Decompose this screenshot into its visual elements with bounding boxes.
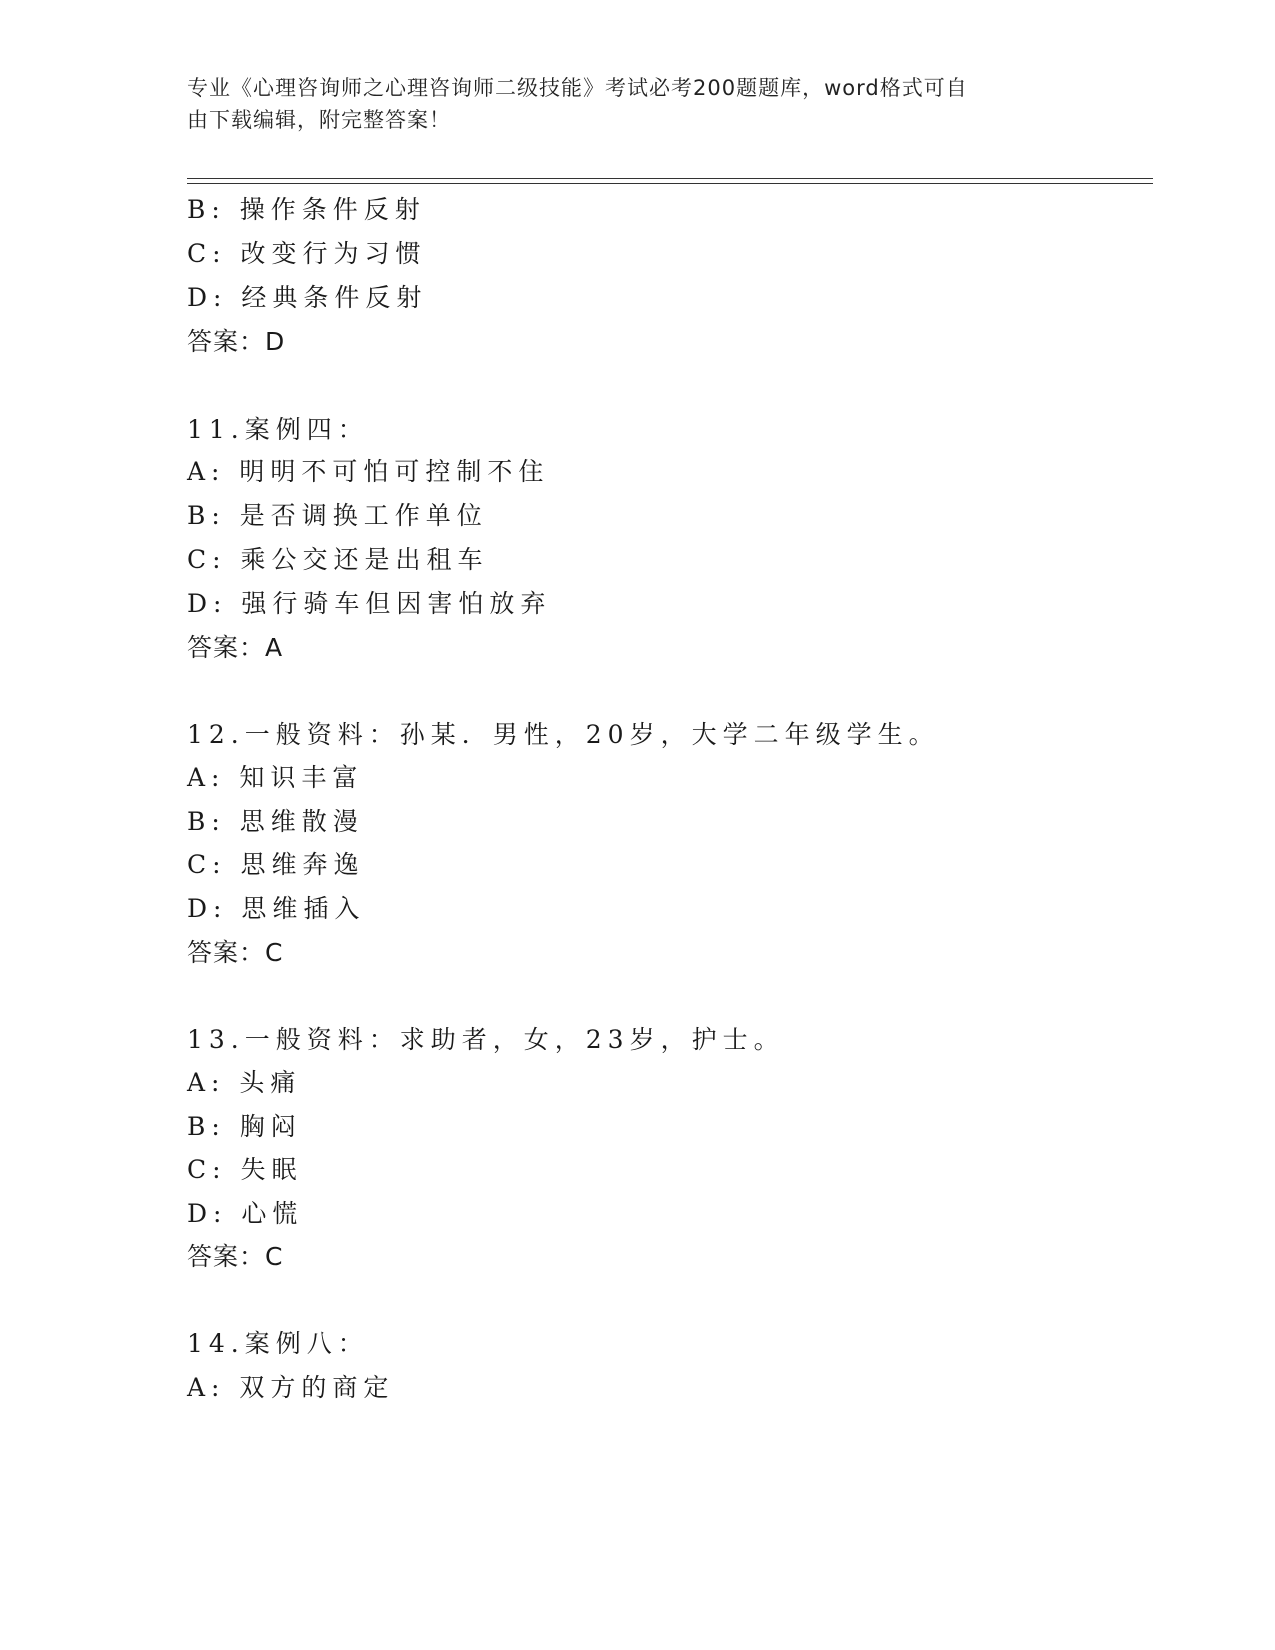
header-title-line-1: 专业《心理咨询师之心理咨询师二级技能》考试必考200题题库，word格式可自 (187, 76, 968, 100)
header-divider-top (187, 178, 1153, 179)
question-stem: 14.案例八： (187, 1329, 369, 1358)
answer-option: C: 失眠 (187, 1155, 303, 1184)
header-divider-bottom (187, 183, 1153, 184)
answer-option: B: 胸闷 (187, 1112, 302, 1141)
answer-option: A: 双方的商定 (187, 1373, 395, 1402)
answer-option: A: 头痛 (187, 1068, 302, 1097)
answer-option: D: 思维插入 (187, 894, 366, 923)
answer-option: D: 心慌 (187, 1199, 304, 1228)
answer-key: 答案：D (187, 327, 286, 356)
answer-option: A: 明明不可怕可控制不住 (187, 457, 550, 486)
answer-option: C: 乘公交还是出租车 (187, 545, 489, 574)
answer-option: C: 思维奔逸 (187, 850, 365, 879)
answer-option: D: 经典条件反射 (187, 283, 428, 312)
header-title-line-2: 由下载编辑，附完整答案！ (187, 108, 451, 132)
question-stem: 12.一般资料：孙某．男性，20岁，大学二年级学生。 (187, 720, 940, 749)
question-stem: 11.案例四： (187, 415, 369, 444)
answer-key: 答案：C (187, 938, 284, 967)
answer-key: 答案：C (187, 1242, 284, 1271)
answer-option: B: 思维散漫 (187, 807, 364, 836)
answer-option: D: 强行骑车但因害怕放弃 (187, 589, 552, 618)
question-stem: 13.一般资料：求助者，女，23岁，护士。 (187, 1025, 785, 1054)
answer-option: B: 是否调换工作单位 (187, 501, 488, 530)
document-header (187, 72, 1067, 136)
answer-option: C: 改变行为习惯 (187, 239, 427, 268)
answer-option: A: 知识丰富 (187, 763, 364, 792)
answer-key: 答案：A (187, 633, 284, 662)
answer-option: B: 操作条件反射 (187, 195, 426, 224)
